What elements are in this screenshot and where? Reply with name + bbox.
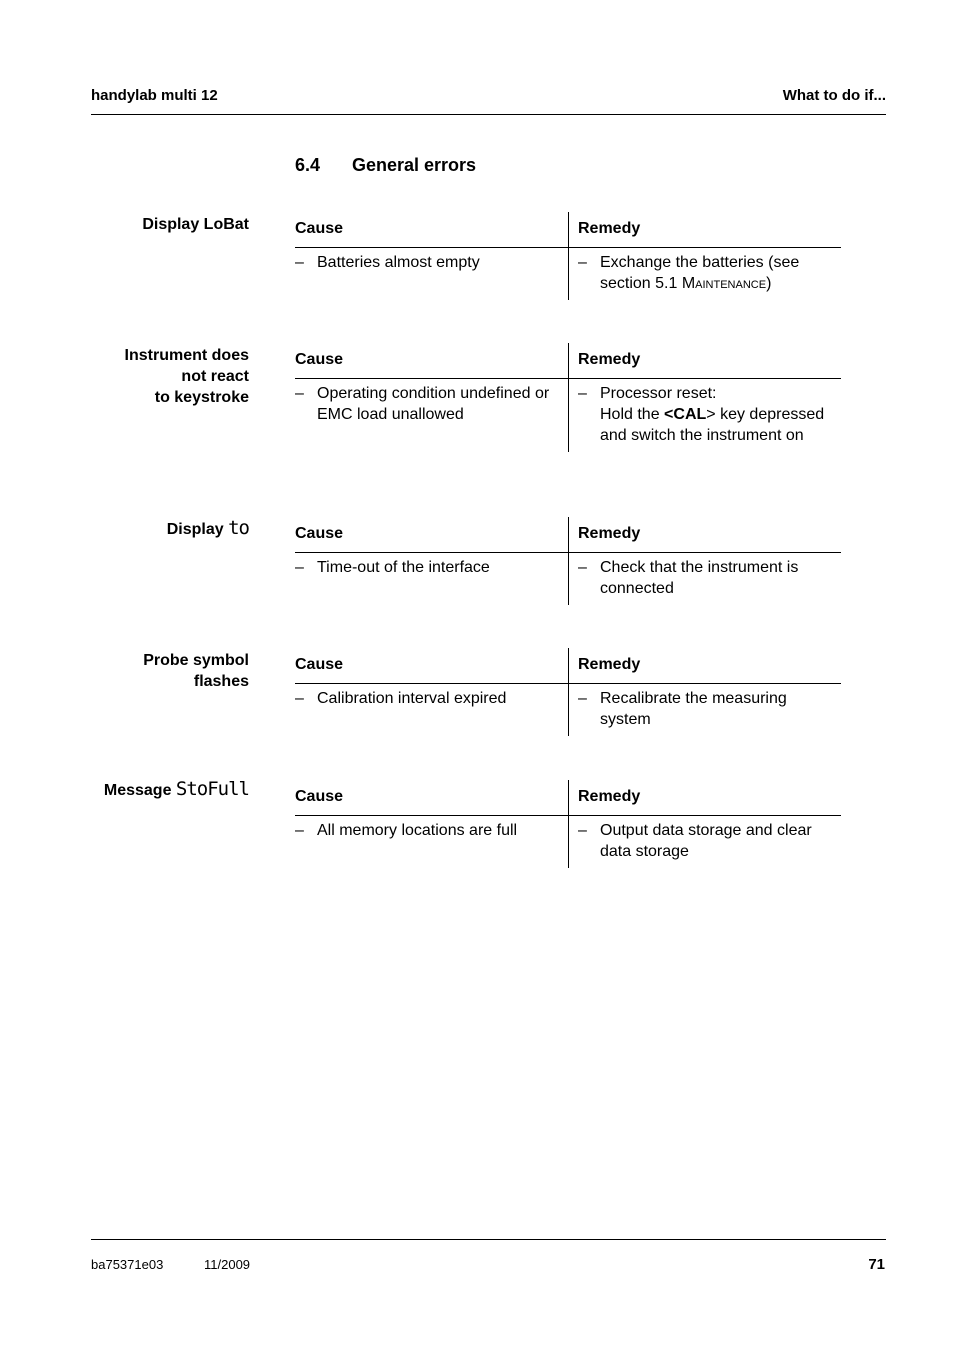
display-segment-text: to	[228, 517, 249, 539]
cause-cell	[295, 248, 569, 301]
remedy-text-part: )	[766, 275, 772, 292]
remedy-column-header: Remedy	[569, 212, 842, 248]
remedy-text: Output data storage and clear data storage	[600, 822, 812, 860]
section-title: General errors	[352, 155, 477, 175]
dash-bullet: –	[578, 822, 587, 839]
remedy-cell	[569, 684, 842, 737]
remedy-text	[600, 383, 840, 446]
dash-bullet: –	[578, 385, 587, 402]
cause-text: Batteries almost empty	[317, 254, 480, 271]
footer-doc-id: ba75371e03	[91, 1257, 164, 1272]
dash-bullet: –	[578, 559, 587, 576]
error-label-probe-flashes	[91, 650, 249, 692]
header-rule	[91, 114, 886, 115]
remedy-text-part: > key depressed and switch the instrument on	[600, 406, 825, 444]
error-table-timeout	[295, 517, 841, 605]
dash-bullet: –	[295, 559, 304, 576]
dash-bullet: –	[295, 385, 304, 402]
table-header-row	[295, 780, 841, 816]
cause-column-header: Cause	[295, 648, 569, 684]
cause-column-header: Cause	[295, 517, 569, 553]
running-header-title: handylab multi 12	[91, 87, 218, 104]
error-label-timeout	[91, 518, 249, 540]
table-header-row	[295, 517, 841, 553]
page-number: 71	[868, 1256, 885, 1273]
section-number: 6.4	[295, 155, 321, 175]
remedy-column-header: Remedy	[569, 517, 842, 553]
table-row	[295, 553, 841, 606]
cause-text: Calibration interval expired	[317, 690, 507, 707]
table-header-row	[295, 212, 841, 248]
error-table-probe-flashes	[295, 648, 841, 736]
remedy-column-header: Remedy	[569, 780, 842, 816]
table-header-row	[295, 343, 841, 379]
cause-column-header: Cause	[295, 212, 569, 248]
remedy-text: Check that the instrument is connected	[600, 559, 799, 597]
label-line: flashes	[193, 673, 249, 690]
dash-bullet: –	[295, 690, 304, 707]
remedy-text	[600, 252, 840, 294]
error-table-storage-full	[295, 780, 841, 868]
dash-bullet: –	[578, 254, 587, 271]
footer-date: 11/2009	[204, 1257, 251, 1272]
error-label-lobat	[91, 214, 249, 235]
error-table-lobat	[295, 212, 841, 300]
dash-bullet: –	[295, 822, 304, 839]
dash-bullet: –	[578, 690, 587, 707]
remedy-text-part: Processor reset:	[600, 385, 717, 402]
table-row	[295, 684, 841, 737]
remedy-text: Recalibrate the measuring system	[600, 690, 787, 728]
error-label-no-react	[91, 345, 249, 408]
display-segment-text: StoFull	[175, 778, 249, 800]
table-header-row	[295, 648, 841, 684]
table-row	[295, 816, 841, 869]
table-row	[295, 248, 841, 301]
cause-column-header: Cause	[295, 343, 569, 379]
label-line: not react	[181, 368, 249, 385]
cause-column-header: Cause	[295, 780, 569, 816]
label-line: Probe symbol	[143, 652, 249, 669]
remedy-column-header: Remedy	[569, 648, 842, 684]
label-prefix: Message	[103, 782, 172, 799]
remedy-cell	[569, 379, 842, 453]
key-name: <CAL	[664, 406, 707, 423]
cause-cell	[295, 684, 569, 737]
error-label-storage-full	[91, 779, 249, 801]
error-table-no-react	[295, 343, 841, 452]
cause-text: All memory locations are full	[317, 822, 518, 839]
remedy-cell	[569, 248, 842, 301]
remedy-column-header: Remedy	[569, 343, 842, 379]
dash-bullet: –	[295, 254, 304, 271]
cause-text: Operating condition undefined or EMC load unallowed	[317, 385, 550, 423]
table-row	[295, 379, 841, 453]
label-line: to keystroke	[154, 389, 249, 406]
remedy-cell	[569, 553, 842, 606]
cause-cell	[295, 816, 569, 869]
section-reference: Maintenance	[681, 275, 767, 292]
cause-text: Time-out of the interface	[317, 559, 490, 576]
cause-cell	[295, 553, 569, 606]
running-header-chapter: What to do if...	[782, 87, 886, 104]
label-prefix: Display	[166, 521, 224, 538]
remedy-cell	[569, 816, 842, 869]
footer-rule	[91, 1239, 886, 1240]
label-line: Display LoBat	[142, 216, 249, 233]
remedy-text-part: Exchange the batteries (see section 5.1	[600, 254, 800, 292]
remedy-text-part: Hold the	[600, 406, 665, 423]
cause-cell	[295, 379, 569, 453]
label-line: Instrument does	[124, 347, 249, 364]
